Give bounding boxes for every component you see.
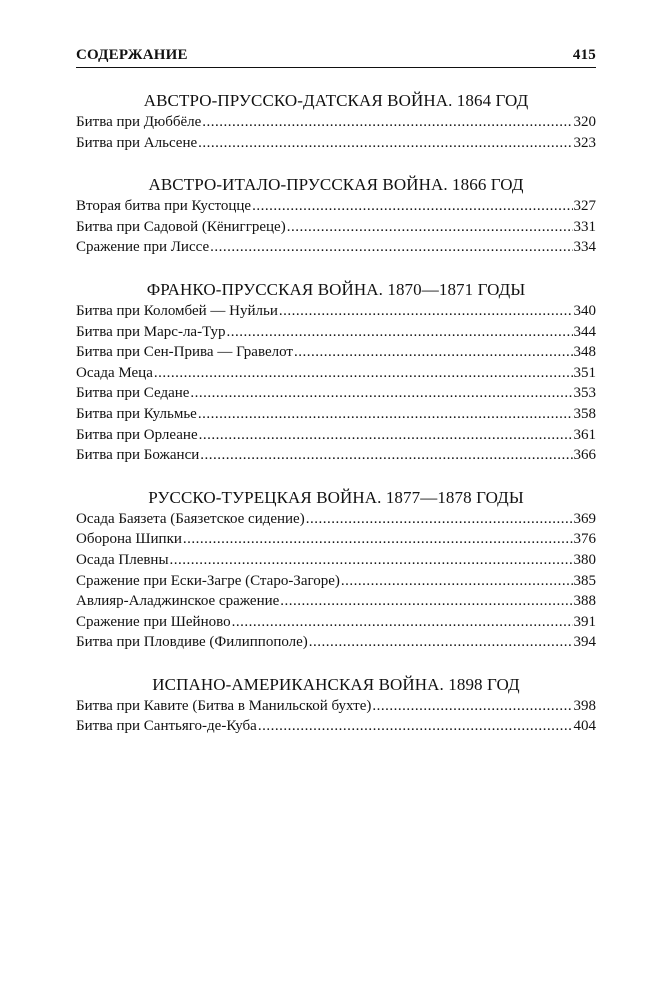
entry-page-number: 380: [573, 551, 596, 568]
entry-page-number: 385: [573, 572, 596, 589]
entry-page-number: 327: [573, 198, 596, 215]
entry-page-number: 334: [573, 239, 596, 256]
entry-title: Сражение при Шейново: [76, 613, 231, 630]
entry-title: Битва при Кавите (Битва в Манильской бухте): [76, 697, 372, 714]
entry-title: Битва при Сантьяго-де-Куба: [76, 718, 257, 735]
entry-page-number: 323: [573, 134, 596, 151]
entry-page-number: 361: [573, 426, 596, 443]
toc-section: [76, 487, 596, 653]
section-heading: АВСТРО-ИТАЛО-ПРУССКАЯ ВОЙНА. 1866 ГОД: [148, 175, 524, 195]
dot-leader: [258, 716, 573, 737]
dot-leader: [198, 404, 573, 425]
entry-title: Осада Плевны: [76, 551, 169, 568]
toc-entry: [76, 445, 596, 466]
table-of-contents: [76, 90, 596, 758]
section-heading: ФРАНКО-ПРУССКАЯ ВОЙНА. 1870—1871 ГОДЫ: [146, 279, 526, 299]
running-header-title: СОДЕРЖАНИЕ: [76, 47, 188, 63]
toc-entry: [76, 404, 596, 425]
dot-leader: [232, 612, 573, 633]
entry-title: Битва при Орлеане: [76, 426, 198, 443]
section-heading: РУССКО-ТУРЕЦКАЯ ВОЙНА. 1877—1878 ГОДЫ: [148, 487, 524, 507]
dot-leader: [170, 550, 573, 571]
dot-leader: [199, 425, 573, 446]
entry-title: Битва при Пловдиве (Филиппополе): [76, 634, 308, 651]
entry-page-number: 404: [573, 718, 596, 735]
entry-title: Битва при Коломбей — Нуйльи: [76, 302, 278, 319]
entry-page-number: 358: [573, 405, 596, 422]
entry-title: Сражение при Лиссе: [76, 239, 210, 256]
toc-entry: [76, 509, 596, 530]
section-heading: АВСТРО-ПРУССКО-ДАТСКАЯ ВОЙНА. 1864 ГОД: [143, 91, 529, 110]
toc-entry: [76, 237, 596, 258]
entry-title: Осада Меца: [76, 364, 153, 381]
toc-entry: [76, 133, 596, 154]
dot-leader: [202, 112, 572, 133]
entry-page-number: 353: [573, 385, 596, 402]
dot-leader: [154, 363, 573, 384]
dot-leader: [252, 196, 572, 217]
toc-section: [76, 90, 596, 153]
entry-title: Битва при Седане: [76, 385, 190, 402]
entry-title: Битва при Дюббёле: [76, 114, 202, 130]
dot-leader: [183, 529, 573, 550]
entry-title: Битва при Садовой (Кёниггреце): [76, 218, 286, 235]
toc-entry: [76, 612, 596, 633]
entry-title: Оборона Шипки: [76, 531, 182, 548]
entry-page-number: 366: [573, 447, 596, 464]
entry-page-number: 351: [573, 364, 596, 381]
dot-leader: [198, 133, 572, 154]
entry-page-number: 394: [573, 634, 596, 651]
toc-entry: [76, 716, 596, 737]
entry-title: Вторая битва при Кустоцце: [76, 198, 252, 215]
entry-page-number: 391: [573, 613, 596, 630]
dot-leader: [190, 383, 572, 404]
dot-leader: [372, 696, 572, 717]
toc-entry: [76, 529, 596, 550]
entry-page-number: 369: [573, 510, 596, 527]
toc-section: [76, 674, 596, 737]
entry-title: Сражение при Ески-Загре (Старо-Загоре): [76, 572, 340, 589]
entry-title: Битва при Сен-Прива — Гравелот: [76, 344, 293, 361]
toc-entry: [76, 322, 596, 343]
header-rule: [76, 67, 596, 68]
entry-page-number: 320: [573, 114, 596, 130]
entry-title: Битва при Марс-ла-Тур: [76, 323, 226, 340]
entry-title: Авлияр-Аладжинское сражение: [76, 593, 280, 610]
running-header-page-number: 415: [572, 47, 596, 63]
toc-entry: [76, 112, 596, 133]
entry-page-number: 340: [573, 302, 596, 319]
dot-leader: [294, 342, 573, 363]
entry-page-number: 344: [573, 323, 596, 340]
toc-section: [76, 174, 596, 258]
entry-title: Битва при Божанси: [76, 447, 200, 464]
toc-entry: [76, 550, 596, 571]
running-header: [76, 47, 596, 64]
toc-entry: [76, 196, 596, 217]
toc-entry: [76, 571, 596, 592]
toc-entry: [76, 632, 596, 653]
dot-leader: [306, 509, 573, 530]
dot-leader: [210, 237, 572, 258]
toc-entry: [76, 363, 596, 384]
entry-page-number: 388: [573, 593, 596, 610]
toc-entry: [76, 301, 596, 322]
dot-leader: [309, 632, 573, 653]
toc-entry: [76, 217, 596, 238]
dot-leader: [200, 445, 572, 466]
toc-entry: [76, 383, 596, 404]
dot-leader: [280, 591, 572, 612]
toc-entry: [76, 696, 596, 717]
entry-page-number: 398: [573, 697, 596, 714]
entry-title: Битва при Кульмье: [76, 405, 197, 422]
section-heading: ИСПАНО-АМЕРИКАНСКАЯ ВОЙНА. 1898 ГОД: [152, 674, 520, 694]
entry-page-number: 376: [573, 531, 596, 548]
dot-leader: [287, 217, 573, 238]
toc-entry: [76, 425, 596, 446]
dot-leader: [341, 571, 573, 592]
entry-title: Осада Баязета (Баязетское сидение): [76, 510, 305, 527]
entry-page-number: 331: [573, 218, 596, 235]
toc-section: [76, 279, 596, 466]
dot-leader: [227, 322, 573, 343]
toc-entry: [76, 591, 596, 612]
entry-page-number: 348: [573, 344, 596, 361]
entry-title: Битва при Альсене: [76, 134, 198, 151]
dot-leader: [279, 301, 573, 322]
toc-entry: [76, 342, 596, 363]
